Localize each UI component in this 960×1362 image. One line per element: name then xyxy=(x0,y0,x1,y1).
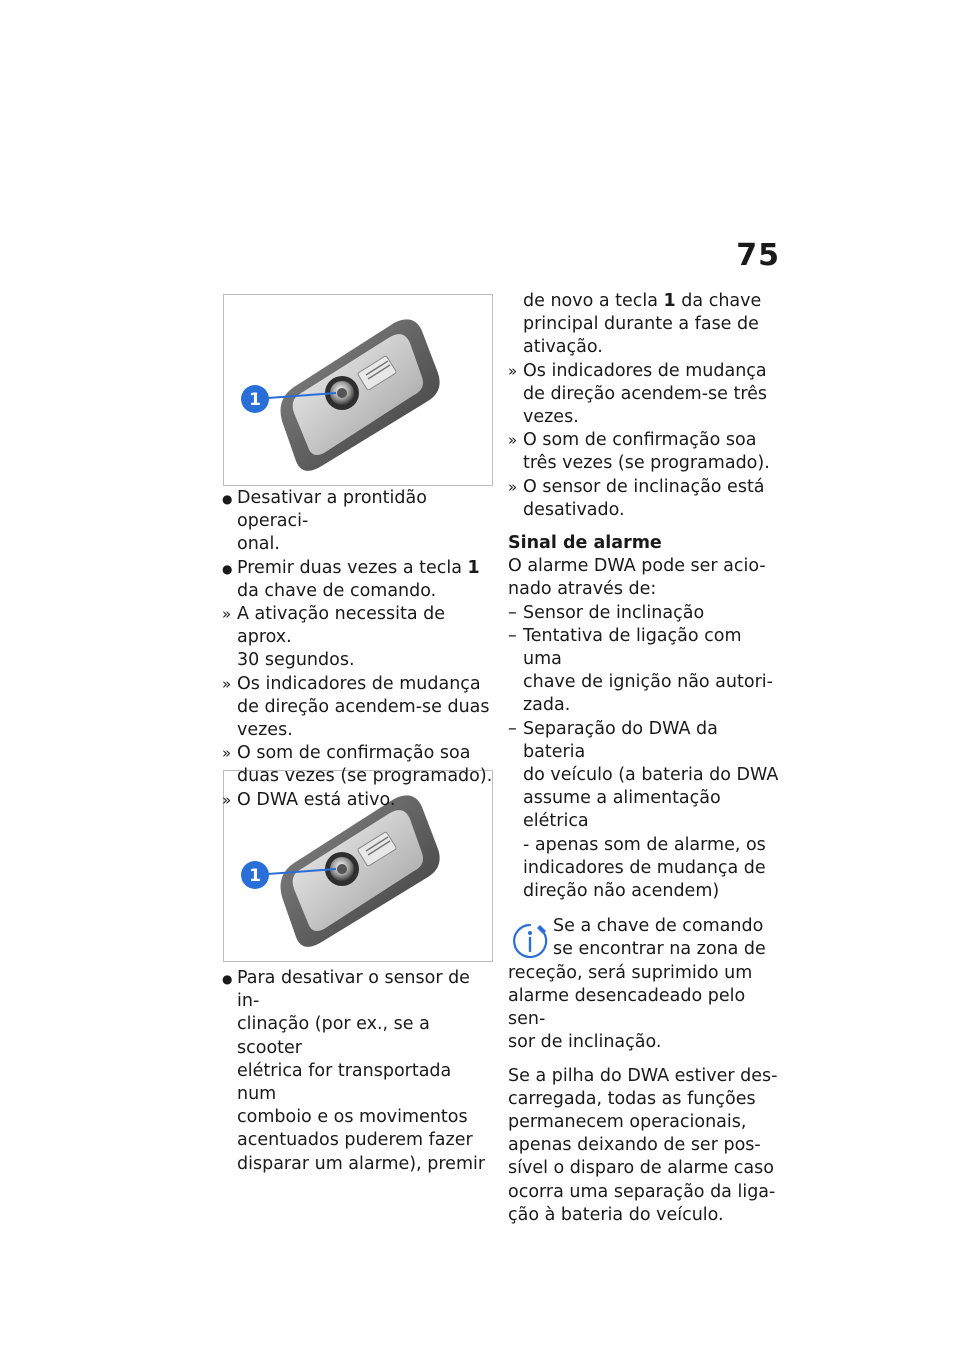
list-item: ● Desativar a prontidão operaci- onal. xyxy=(222,488,427,555)
figure-callout-1: 1 xyxy=(249,390,261,410)
key-number: 1 xyxy=(663,291,676,311)
key-number: 1 xyxy=(467,557,480,578)
dash-marker: – xyxy=(508,625,517,646)
bullet-icon: ● xyxy=(222,972,233,986)
left-column-instructions xyxy=(222,487,494,812)
list-item: » O DWA está ativo. xyxy=(222,789,494,812)
dash-marker: – xyxy=(508,602,517,623)
intro-paragraph: O alarme DWA pode ser acio- nado através de: xyxy=(508,556,766,600)
bullet-icon: ● xyxy=(222,561,233,576)
info-note: Se a chave de comando se encontrar na zona de receção, será suprimido um alarme desencadeado pelo sen- sor de inclinação. xyxy=(508,916,766,1053)
page-number: 75 xyxy=(736,238,780,273)
list-item: – Sensor de inclinação xyxy=(508,602,784,625)
result-arrow-icon: » xyxy=(222,605,232,624)
result-arrow-icon: » xyxy=(508,477,518,496)
list-item: » O sensor de inclinação está desativado. xyxy=(508,476,765,520)
list-item: » A ativação necessita de aprox. 30 segundos. xyxy=(222,604,446,671)
key-fob-illustration xyxy=(224,295,494,487)
dash-marker: – xyxy=(508,718,517,739)
figure-callout-1: 1 xyxy=(249,866,261,886)
list-item: ● Para desativar o sensor de in- clinação (por ex., se a scooter elétrica for transportada num comboio e os movimentos acentuados puderem fazer disparar um alarme), premir xyxy=(222,968,486,1174)
list-item: » Os indicadores de mudança de direção acendem-se duas vezes. xyxy=(222,673,490,741)
final-paragraph: Se a pilha do DWA estiver des- carregada, todas as funções permanecem operacionais, apenas deixando de ser pos- sível o disparo de alarme caso ocorra uma separação da liga- ção à bateria do veículo. xyxy=(508,1065,778,1225)
result-arrow-icon: » xyxy=(222,744,232,763)
key-fob-figure-1 xyxy=(223,294,493,486)
continuation-text: de novo a tecla 1 da chave principal durante a fase de ativação. xyxy=(523,291,762,358)
list-item: » O som de confirmação soa duas vezes (se programado). xyxy=(222,743,493,787)
list-item: » O som de confirmação soa três vezes (se programado). xyxy=(508,430,770,474)
result-arrow-icon: » xyxy=(508,431,518,450)
list-item: – Separação do DWA da bateria do veículo (a bateria do DWA assume a alimentação elétrica - apenas som de alarme, os indicadores de mudança de direção não acendem) xyxy=(508,718,779,902)
bullet-icon: ● xyxy=(222,492,233,506)
list-item: – Tentativa de ligação com uma chave de ignição não autori- zada. xyxy=(508,625,773,716)
result-arrow-icon: » xyxy=(222,674,232,693)
list-item: ● Premir duas vezes a tecla 1 da chave de comando. xyxy=(222,557,480,601)
right-column xyxy=(508,290,784,1227)
left-column-instruction-2 xyxy=(222,967,494,1176)
section-heading: Sinal de alarme xyxy=(508,533,662,554)
info-icon xyxy=(510,921,550,961)
result-arrow-icon: » xyxy=(222,790,232,809)
result-arrow-icon: » xyxy=(508,361,518,380)
list-item: » Os indicadores de mudança de direção acendem-se três vezes. xyxy=(508,360,768,428)
